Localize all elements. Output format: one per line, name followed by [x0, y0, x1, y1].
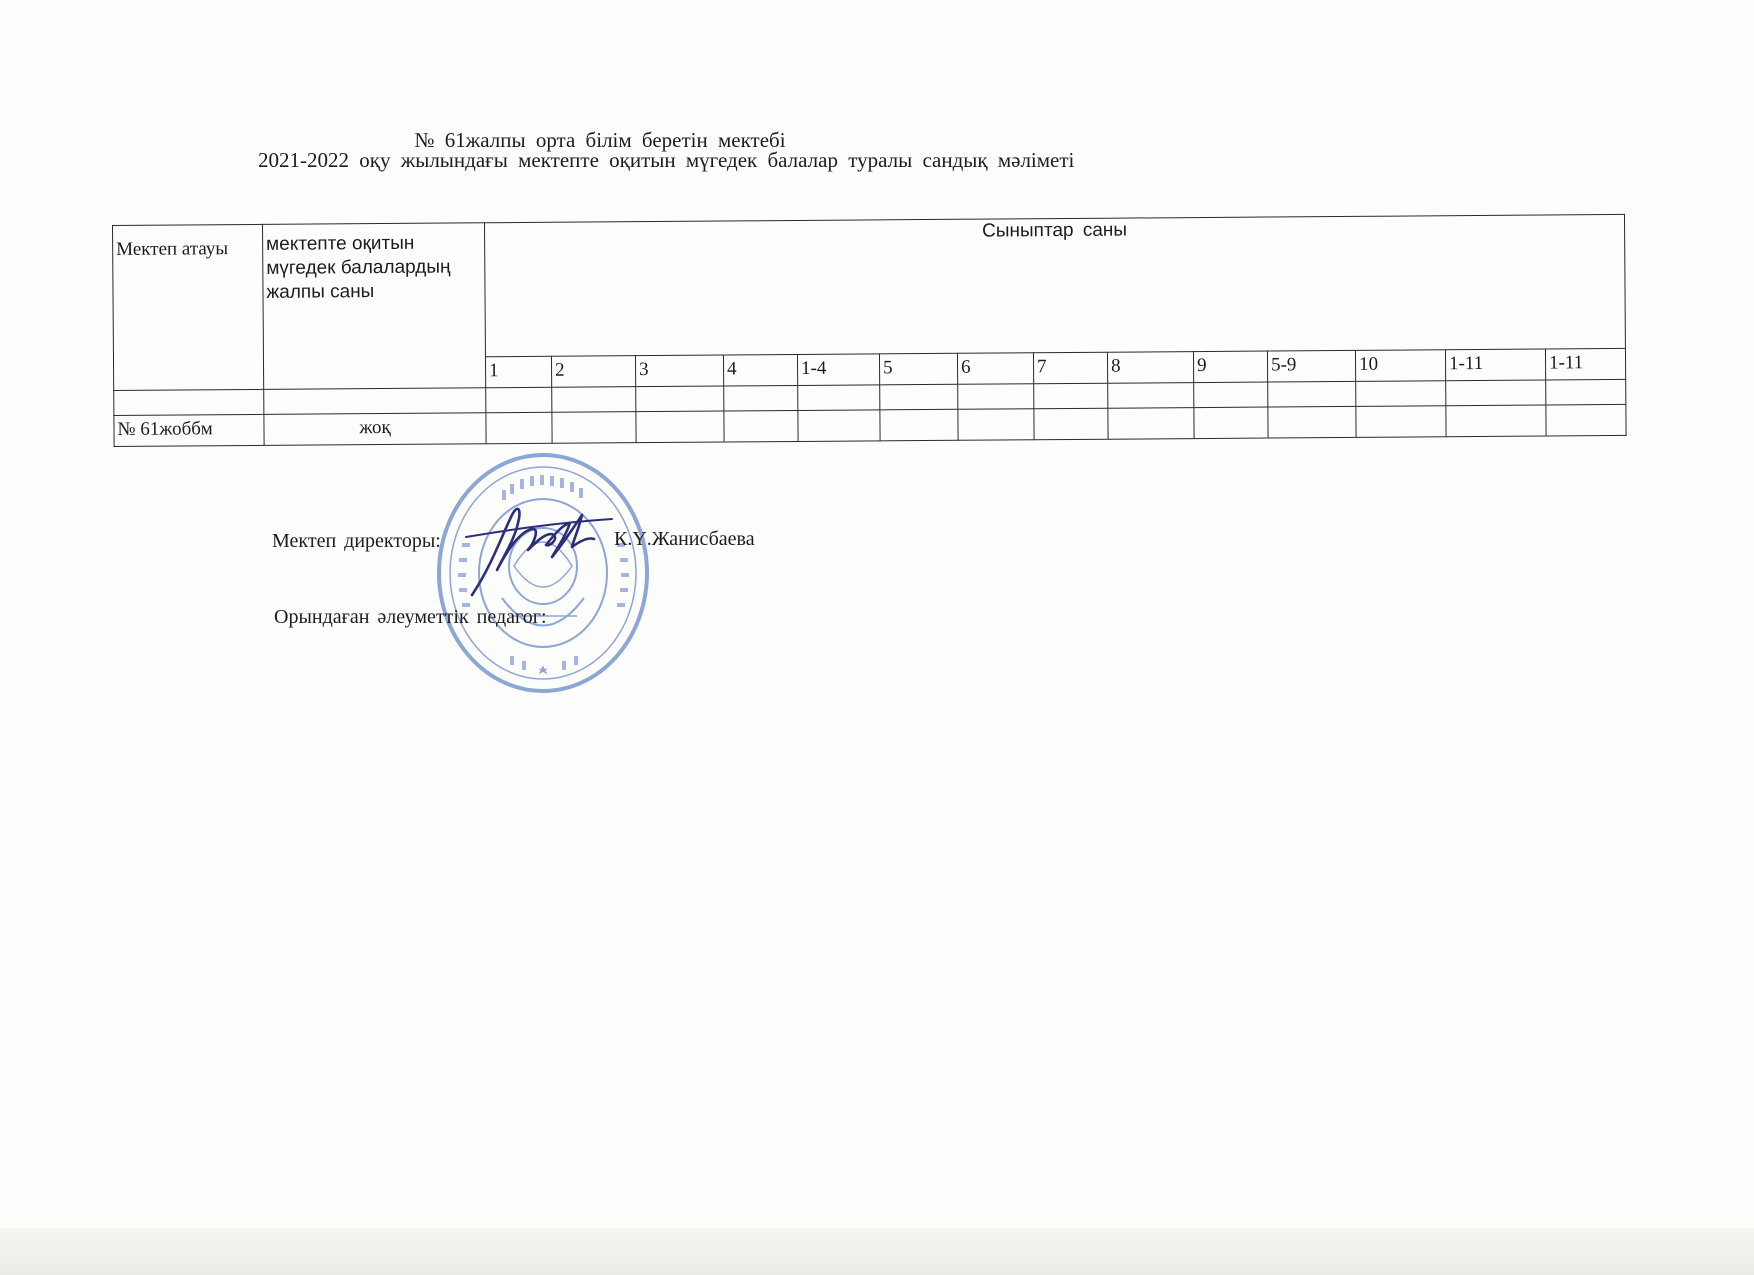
- school-title: № 61жалпы орта білім беретін мектебі: [414, 128, 786, 152]
- grade-cell: 1: [485, 356, 551, 388]
- empty-cell: [636, 386, 724, 412]
- empty-cell: [1446, 405, 1546, 437]
- signature-icon: [462, 495, 622, 605]
- empty-cell: [798, 385, 880, 411]
- empty-cell: [798, 410, 880, 442]
- empty-cell: [1446, 380, 1546, 406]
- empty-cell: [1546, 404, 1626, 436]
- empty-cell: [880, 409, 958, 441]
- empty-cell: [958, 384, 1034, 410]
- empty-cell: [1034, 383, 1108, 409]
- col-total-header: мектепте оқитын мүгедек балалардың жалпы саны: [262, 223, 485, 390]
- empty-cell: [552, 412, 636, 444]
- grade-cell: 6: [957, 352, 1033, 384]
- empty-cell: [1546, 379, 1626, 405]
- statistics-table: [112, 214, 1627, 447]
- grade-cell: 2: [551, 355, 635, 387]
- empty-cell: [880, 384, 958, 410]
- grade-cell: 1-4: [797, 353, 879, 385]
- empty-cell: [264, 388, 486, 415]
- empty-cell: [1108, 383, 1194, 409]
- empty-cell: [1268, 406, 1356, 438]
- grade-cell: 8: [1107, 351, 1193, 383]
- empty-cell: [1194, 407, 1268, 439]
- performer-label: Орындаған әлеуметтік педагог:: [274, 606, 547, 628]
- empty-cell: [486, 412, 552, 443]
- empty-cell: [1268, 381, 1356, 407]
- empty-cell: [114, 389, 264, 415]
- empty-cell: [552, 387, 636, 413]
- grade-cell: 5-9: [1267, 350, 1355, 382]
- grade-cell: 3: [635, 355, 723, 387]
- empty-cell: [724, 385, 798, 411]
- grade-cell: 1-11: [1545, 348, 1625, 380]
- scan-bottom-shade: [0, 1228, 1754, 1275]
- table-header-row: [113, 214, 1626, 359]
- empty-cell: [1356, 406, 1446, 438]
- empty-cell: [1108, 408, 1194, 440]
- empty-cell: [486, 387, 552, 412]
- grade-cell: 7: [1033, 352, 1107, 384]
- empty-cell: [1034, 408, 1108, 440]
- grade-cell: 9: [1193, 351, 1267, 383]
- empty-cell: [1356, 381, 1446, 407]
- empty-cell: [1194, 382, 1268, 408]
- grade-cell: 1-11: [1445, 349, 1545, 381]
- col-school-name-header: Мектеп атауы: [113, 224, 264, 390]
- report-title: 2021-2022 оқу жылындағы мектепте оқитын мүгедек балалар туралы сандық мәліметі: [258, 148, 1075, 172]
- empty-cell: [958, 409, 1034, 441]
- director-label: Мектеп директоры:: [272, 530, 441, 552]
- school-name-cell: № 61жоббм: [114, 414, 264, 446]
- grade-cell: 5: [879, 353, 957, 385]
- total-cell: жоқ: [264, 413, 486, 446]
- empty-cell: [636, 411, 724, 443]
- grade-cell: 4: [723, 354, 797, 386]
- classes-count-header: Сыныптар саны: [484, 214, 1625, 356]
- director-name: К.Ү.Жанисбаева: [614, 528, 755, 550]
- grade-cell: 10: [1355, 349, 1445, 381]
- empty-cell: [724, 410, 798, 442]
